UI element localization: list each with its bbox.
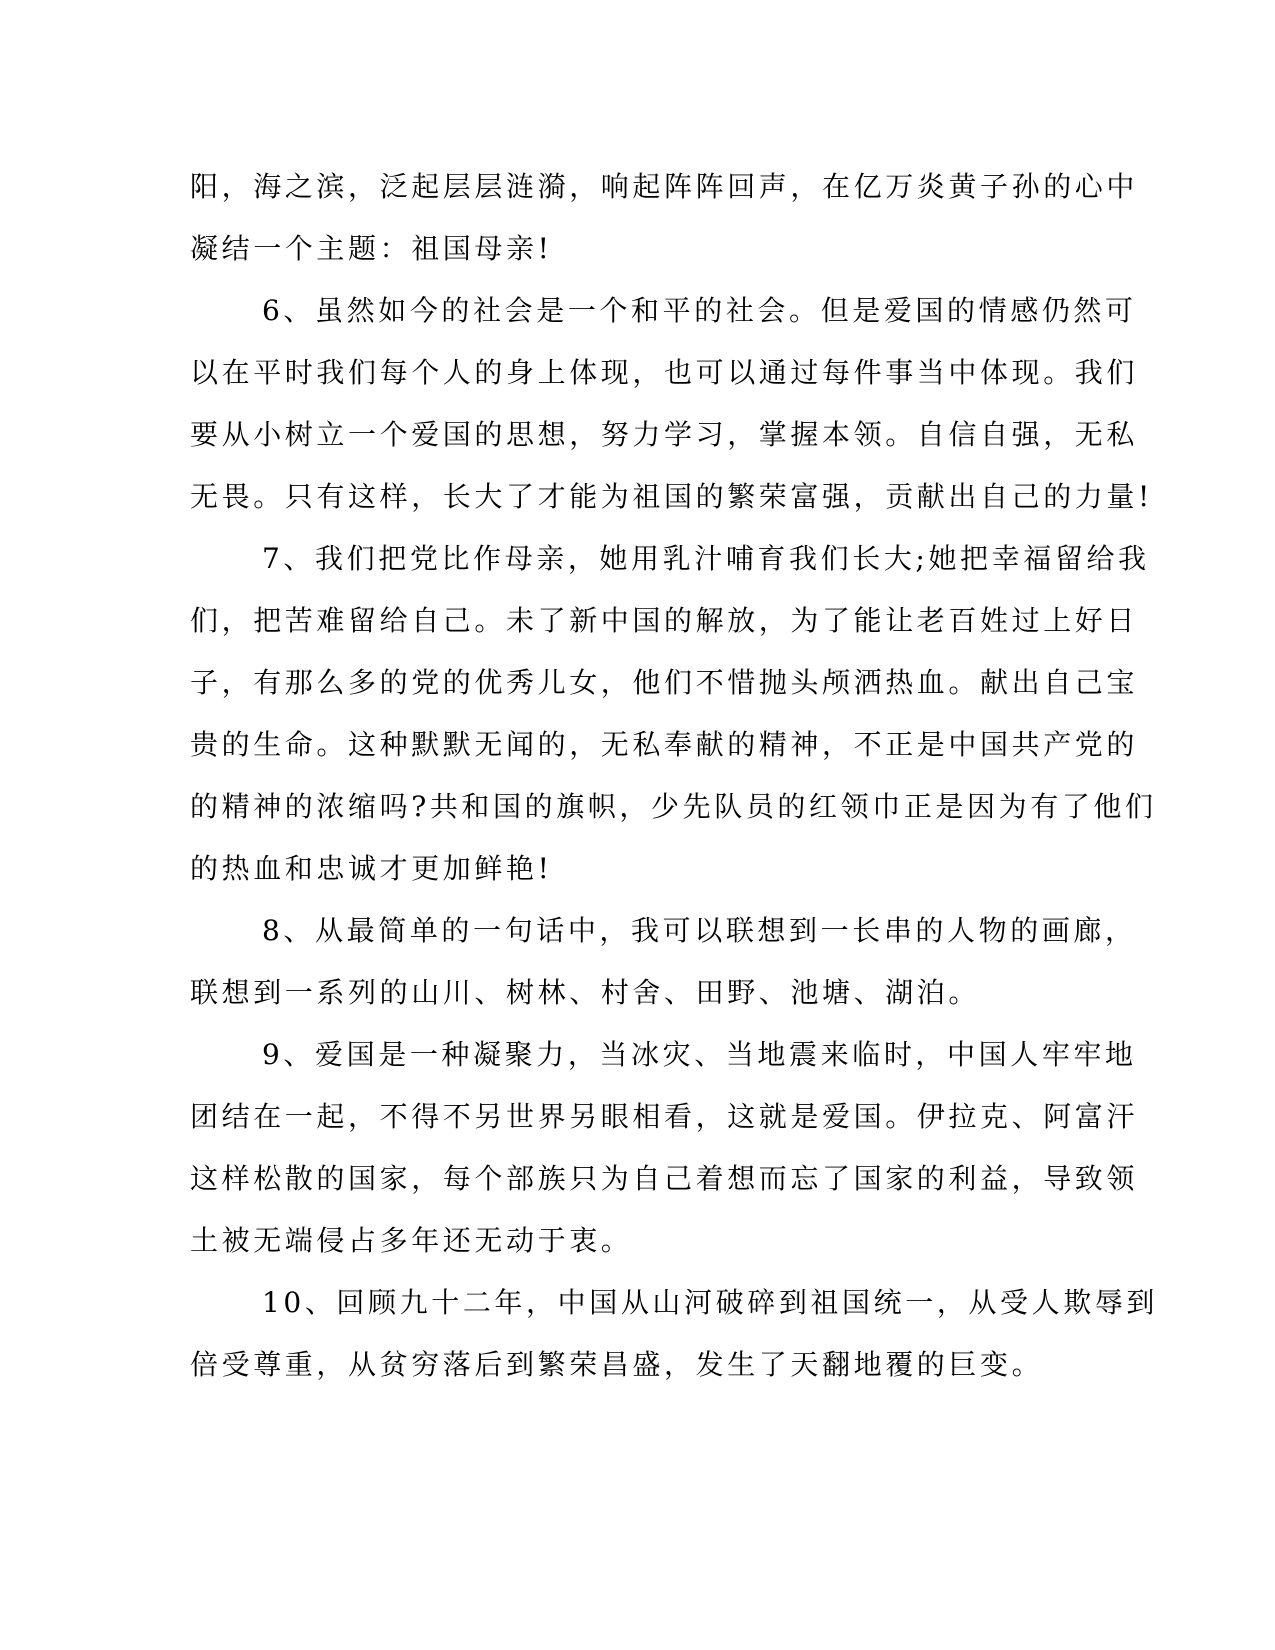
text-line: 阳，海之滨，泛起层层涟漪，响起阵阵回声，在亿万炎黄子孙的心中 — [190, 170, 1139, 203]
text-line: 9、爱国是一种凝聚力，当冰灾、当地震来临时，中国人牢牢地 — [262, 1038, 1137, 1071]
text-line: 以在平时我们每个人的身上体现，也可以通过每件事当中体现。我们 — [190, 356, 1139, 389]
text-line: 的精神的浓缩吗?共和国的旗帜，少先队员的红领巾正是因为有了他们 — [190, 790, 1157, 823]
text-line: 6、虽然如今的社会是一个和平的社会。但是爱国的情感仍然可 — [262, 294, 1137, 327]
text-line: 联想到一系列的山川、树林、村舍、田野、池塘、湖泊。 — [190, 976, 981, 1009]
text-line: 土被无端侵占多年还无动于衷。 — [190, 1224, 633, 1257]
text-line: 倍受尊重，从贫穷落后到繁荣昌盛，发生了天翻地覆的巨变。 — [190, 1348, 1044, 1381]
paragraph-8 — [190, 900, 1137, 1024]
text-line: 要从小树立一个爱国的思想，努力学习，掌握本领。自信自强，无私 — [190, 418, 1139, 451]
paragraph-10 — [190, 1272, 1159, 1396]
document-body — [190, 156, 1159, 1396]
paragraph-9 — [190, 1024, 1139, 1272]
paragraph-6 — [190, 280, 1153, 528]
paragraph-7 — [190, 528, 1157, 900]
text-line: 们，把苦难留给自己。未了新中国的解放，为了能让老百姓过上好日 — [190, 604, 1139, 637]
text-line: 无畏。只有这样，长大了才能为祖国的繁荣富强，贡献出自己的力量! — [190, 480, 1153, 513]
text-line: 团结在一起，不得不另世界另眼相看，这就是爱国。伊拉克、阿富汗 — [190, 1100, 1139, 1133]
text-line: 子，有那么多的党的优秀儿女，他们不惜抛头颅洒热血。献出自己宝 — [190, 666, 1139, 699]
paragraph-5-continuation — [190, 156, 1139, 280]
text-line: 贵的生命。这种默默无闻的，无私奉献的精神，不正是中国共产党的 — [190, 728, 1139, 761]
text-line: 8、从最简单的一句话中，我可以联想到一长串的人物的画廊， — [262, 914, 1137, 947]
text-line: 10、回顾九十二年，中国从山河破碎到祖国统一，从受人欺辱到 — [262, 1286, 1159, 1319]
text-line: 这样松散的国家，每个部族只为自己着想而忘了国家的利益，导致领 — [190, 1162, 1139, 1195]
text-line: 7、我们把党比作母亲，她用乳汁哺育我们长大;她把幸福留给我 — [262, 542, 1150, 575]
text-line: 的热血和忠诚才更加鲜艳! — [190, 852, 553, 885]
text-line: 凝结一个主题：祖国母亲! — [190, 232, 553, 265]
